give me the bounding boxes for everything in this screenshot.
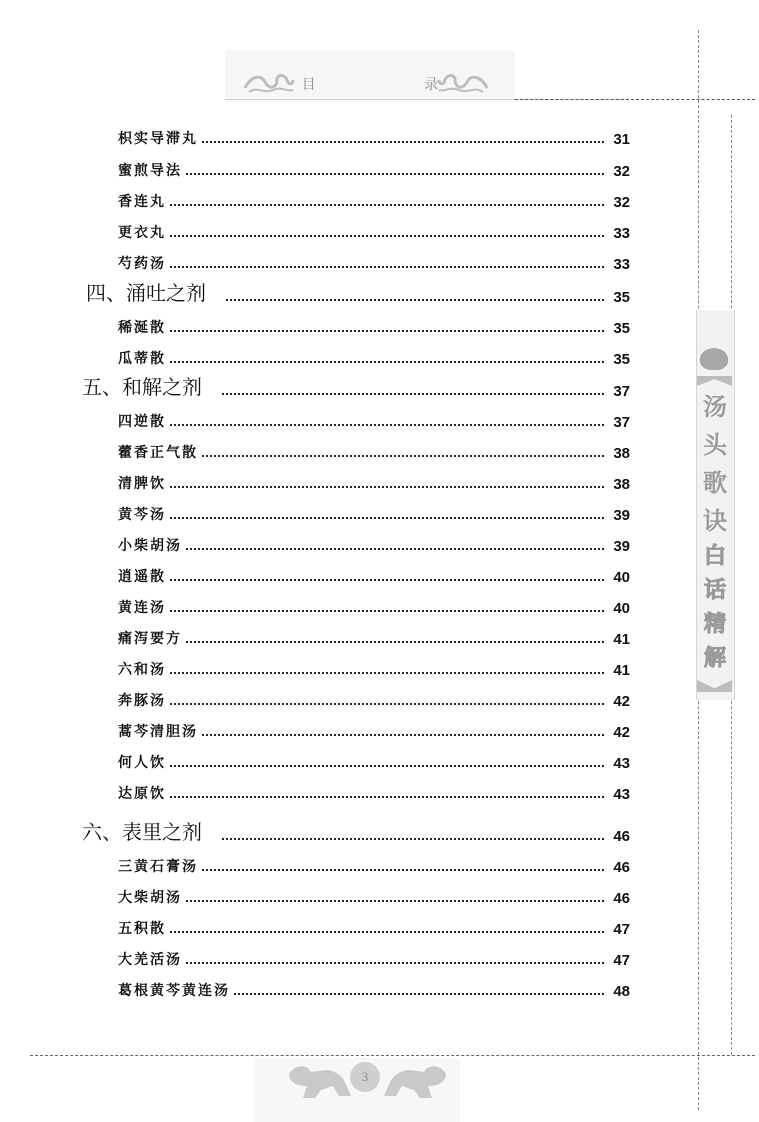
footer-divider [30,1055,755,1056]
dot-leader [170,703,604,705]
toc-entry[interactable] [118,976,630,1000]
dot-leader [226,299,604,301]
dot-leader [170,517,604,519]
toc-entry-page: 33 [613,256,630,273]
toc-entry-page: 38 [613,476,630,493]
toc-entry-page: 46 [613,890,630,907]
book-title-char: 诀 [703,507,727,535]
toc-entry-title: 达原饮 [118,786,166,802]
toc-entry-page: 42 [613,724,630,741]
toc-entry-title: 蜜煎导法 [118,163,182,179]
toc-entry[interactable] [118,748,630,772]
bowl-icon [700,348,728,370]
toc-entry-title: 香连丸 [118,194,166,210]
toc-entry[interactable] [118,914,630,938]
toc-entry[interactable] [118,469,630,493]
dot-leader [170,235,604,237]
toc-entry-page: 35 [613,320,630,337]
toc-entry-title: 黄连汤 [118,600,166,616]
toc-entry-title: 痛泻要方 [118,631,182,647]
toc-section[interactable] [82,376,630,400]
toc-entry-page: 46 [613,859,630,876]
dot-leader [186,548,604,550]
toc-entry-page: 40 [613,600,630,617]
toc-entry-title: 奔豚汤 [118,693,166,709]
toc-section[interactable] [86,282,630,306]
book-subtitle-char: 白 [703,544,726,569]
dot-leader [170,931,604,933]
toc-entry[interactable] [118,593,630,617]
toc-entry[interactable] [118,717,630,741]
lion-ornament-icon [285,1060,357,1100]
dot-leader [222,393,604,395]
toc-entry[interactable] [118,500,630,524]
dot-leader [170,266,604,268]
toc-entry[interactable] [118,313,630,337]
toc-entry-title: 大羌活汤 [118,952,182,968]
toc-entry-title: 更衣丸 [118,225,166,241]
dot-leader [170,204,604,206]
toc-section-page: 46 [613,828,630,845]
toc-entry-page: 41 [613,662,630,679]
toc-entry[interactable] [118,407,630,431]
dot-leader [170,796,604,798]
toc-entry-page: 39 [613,538,630,555]
toc-entry-page: 32 [613,194,630,211]
toc-entry-title: 何人饮 [118,755,166,771]
toc-entry-page: 31 [613,131,630,148]
dot-leader [170,672,604,674]
toc-entry-page: 37 [613,414,630,431]
toc-entry-title: 枳实导滞丸 [118,131,198,147]
toc-entry[interactable] [118,852,630,876]
toc-entry[interactable] [118,945,630,969]
toc-entry-title: 大柴胡汤 [118,890,182,906]
dot-leader [234,993,604,995]
dot-leader [186,962,604,964]
toc-entry[interactable] [118,655,630,679]
book-title-char: 汤 [703,393,727,421]
dot-leader [170,486,604,488]
book-subtitle-char: 精 [703,612,726,637]
dot-leader [186,173,604,175]
toc-entry[interactable] [118,779,630,803]
dot-leader [170,424,604,426]
toc-entry-title: 六和汤 [118,662,166,678]
book-title-vertical [699,388,731,676]
book-title-char: 歌 [703,469,727,497]
toc-section[interactable] [82,821,630,845]
dot-leader [186,641,604,643]
toc-entry-title: 五积散 [118,921,166,937]
toc-entry-page: 40 [613,569,630,586]
toc-entry-page: 47 [613,921,630,938]
toc-entry[interactable] [118,624,630,648]
toc-entry-page: 43 [613,786,630,803]
dot-leader [222,838,604,840]
dot-leader [170,330,604,332]
toc-entry[interactable] [118,344,630,368]
toc-entry-page: 42 [613,693,630,710]
toc-entry-page: 47 [613,952,630,969]
toc-entry-title: 瓜蒂散 [118,351,166,367]
header-divider-dashed [515,99,755,100]
toc-entry[interactable] [118,531,630,555]
toc-section-page: 35 [613,289,630,306]
toc-entry-title: 三黄石膏汤 [118,859,198,875]
dot-leader [186,900,604,902]
dot-leader [202,734,604,736]
toc-section-title: 五、和解之剂 [82,375,202,399]
toc-entry[interactable] [118,124,630,148]
book-title-char: 头 [703,431,727,459]
toc-entry-title: 芍药汤 [118,256,166,272]
toc-section-title: 六、表里之剂 [82,820,202,844]
toc-section-title: 四、涌吐之剂 [86,281,206,305]
toc-entry[interactable] [118,686,630,710]
cloud-ornament-icon [437,70,489,96]
toc-entry-title: 藿香正气散 [118,445,198,461]
dot-leader [170,765,604,767]
toc-entry-page: 33 [613,225,630,242]
toc-entry-title: 四逆散 [118,414,166,430]
dot-leader [202,455,604,457]
toc-entry[interactable] [118,883,630,907]
toc-section-page: 37 [613,383,630,400]
toc-entry[interactable] [118,156,630,180]
toc-entry-title: 逍遥散 [118,569,166,585]
dot-leader [170,361,604,363]
toc-entry-title: 小柴胡汤 [118,538,182,554]
book-subtitle-char: 解 [703,646,726,671]
dot-leader [202,141,604,143]
toc-entry-page: 32 [613,163,630,180]
dot-leader [170,579,604,581]
toc-entry-page: 41 [613,631,630,648]
toc-entry-page: 38 [613,445,630,462]
dot-leader [170,610,604,612]
dot-leader [202,869,604,871]
toc-entry-title: 蒿芩清胆汤 [118,724,198,740]
toc-entry[interactable] [118,438,630,462]
page-title: 目 录 [301,77,491,93]
book-subtitle-char: 话 [703,578,726,603]
toc-entry-title: 清脾饮 [118,476,166,492]
toc-entry[interactable] [118,187,630,211]
toc-entry-page: 48 [613,983,630,1000]
toc-entry-title: 黄芩汤 [118,507,166,523]
toc-entry[interactable] [118,562,630,586]
toc-entry-title: 稀涎散 [118,320,166,336]
toc-entry[interactable] [118,249,630,273]
lion-ornament-icon [378,1060,450,1100]
toc-entry-page: 39 [613,507,630,524]
page-number: 3 [350,1062,380,1092]
page-header [225,50,515,100]
toc-entry-page: 43 [613,755,630,772]
toc-entry-title: 葛根黄芩黄连汤 [118,983,230,999]
toc-entry[interactable] [118,218,630,242]
toc-entry-page: 35 [613,351,630,368]
